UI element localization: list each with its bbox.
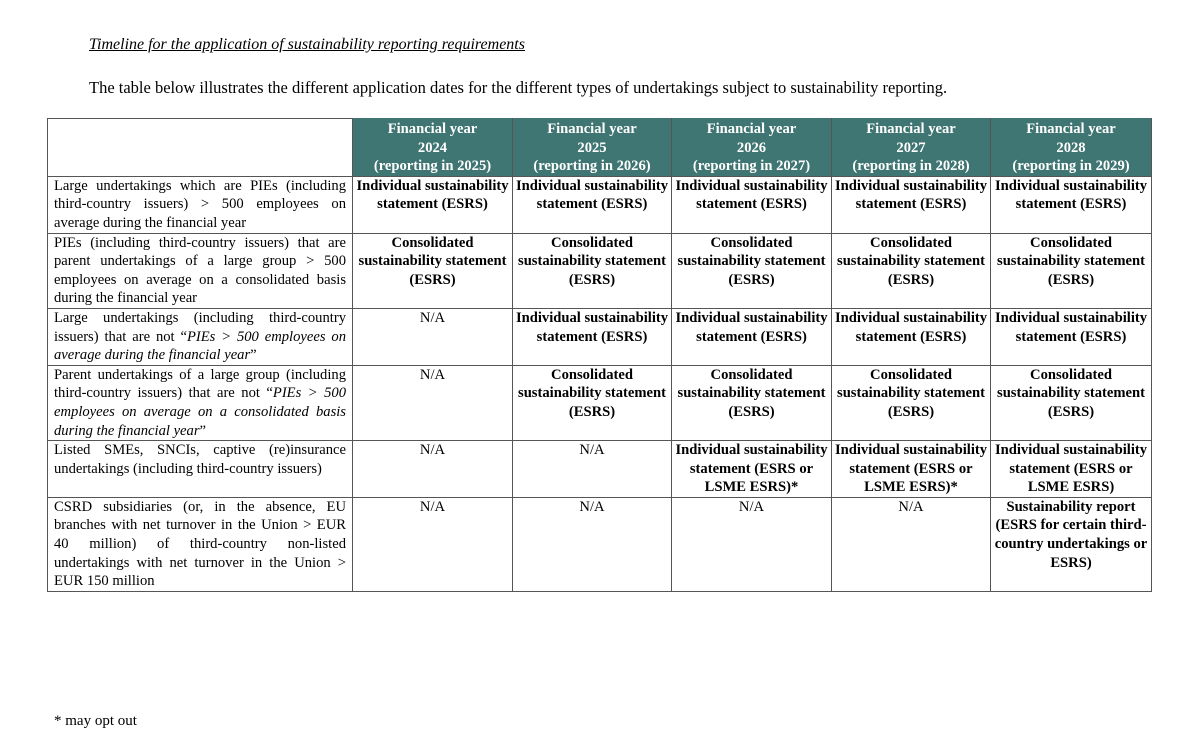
table-cell: Individual sustainability statement (ESRS) [991, 308, 1152, 365]
column-header: Financial year 2026 (reporting in 2027) [672, 119, 832, 177]
table-row [48, 233, 1152, 308]
row-label: PIEs (including third-country issuers) that are parent undertakings of a large group > 500 employees on average on a consolidated basis during the financial year [48, 233, 353, 308]
table-cell: Consolidated sustainability statement (ESRS) [832, 365, 991, 440]
table-cell: Consolidated sustainability statement (ESRS) [672, 233, 832, 308]
table-cell: Individual sustainability statement (ESRS) [832, 176, 991, 233]
column-header: Financial year 2024 (reporting in 2025) [353, 119, 513, 177]
header-row [48, 119, 1152, 177]
table-row [48, 308, 1152, 365]
table-cell: Consolidated sustainability statement (ESRS) [513, 233, 672, 308]
table-cell: Consolidated sustainability statement (ESRS) [353, 233, 513, 308]
table-cell: Individual sustainability statement (ESRS) [513, 176, 672, 233]
table-cell: Individual sustainability statement (ESRS) [672, 308, 832, 365]
row-label: Large undertakings which are PIEs (including third-country issuers) > 500 employees on average during the financial year [48, 176, 353, 233]
footnote: * may opt out [54, 713, 137, 729]
table-cell: N/A [353, 365, 513, 440]
timeline-table [47, 118, 1152, 592]
row-label: Large undertakings (including third-country issuers) that are not “PIEs > 500 employees on average during the financial year” [48, 308, 353, 365]
page-heading: Timeline for the application of sustainability reporting requirements [89, 36, 525, 53]
table-cell: Individual sustainability statement (ESRS) [353, 176, 513, 233]
table-cell: Individual sustainability statement (ESRS) [672, 176, 832, 233]
table-cell: Individual sustainability statement (ESRS or LSME ESRS)* [832, 441, 991, 498]
column-header: Financial year 2025 (reporting in 2026) [513, 119, 672, 177]
table-cell: Consolidated sustainability statement (ESRS) [832, 233, 991, 308]
table-cell: Individual sustainability statement (ESRS) [832, 308, 991, 365]
corner-cell [48, 119, 353, 177]
table-cell: Individual sustainability statement (ESRS) [513, 308, 672, 365]
row-label: CSRD subsidiaries (or, in the absence, EU branches with net turnover in the Union > EUR 40 million) of third-country non-listed undertakings with net turnover in the Union > EUR 150 million [48, 497, 353, 591]
row-label: Parent undertakings of a large group (including third-country issuers) that are not “PIEs > 500 employees on average on a consolidated basis during the financial year” [48, 365, 353, 440]
table-cell: N/A [513, 497, 672, 591]
table-cell: N/A [353, 308, 513, 365]
table-cell: Individual sustainability statement (ESRS or LSME ESRS)* [672, 441, 832, 498]
table-cell: N/A [513, 441, 672, 498]
table-row [48, 497, 1152, 591]
table-row [48, 365, 1152, 440]
table-cell: Individual sustainability statement (ESRS or LSME ESRS) [991, 441, 1152, 498]
table-row [48, 441, 1152, 498]
table-cell: Consolidated sustainability statement (ESRS) [991, 233, 1152, 308]
table-cell: Consolidated sustainability statement (ESRS) [513, 365, 672, 440]
row-label: Listed SMEs, SNCIs, captive (re)insurance undertakings (including third-country issuers) [48, 441, 353, 498]
column-header: Financial year 2027 (reporting in 2028) [832, 119, 991, 177]
table-cell: Sustainability report (ESRS for certain third-country undertakings or ESRS) [991, 497, 1152, 591]
table-cell: N/A [353, 497, 513, 591]
intro-paragraph: The table below illustrates the different application dates for the different types of undertakings subject to sustainability reporting. [89, 78, 948, 97]
table-row [48, 176, 1152, 233]
column-header: Financial year 2028 (reporting in 2029) [991, 119, 1152, 177]
table-cell: N/A [672, 497, 832, 591]
table-cell: N/A [353, 441, 513, 498]
table-cell: Individual sustainability statement (ESRS) [991, 176, 1152, 233]
table-cell: Consolidated sustainability statement (ESRS) [672, 365, 832, 440]
table-cell: N/A [832, 497, 991, 591]
table-cell: Consolidated sustainability statement (ESRS) [991, 365, 1152, 440]
